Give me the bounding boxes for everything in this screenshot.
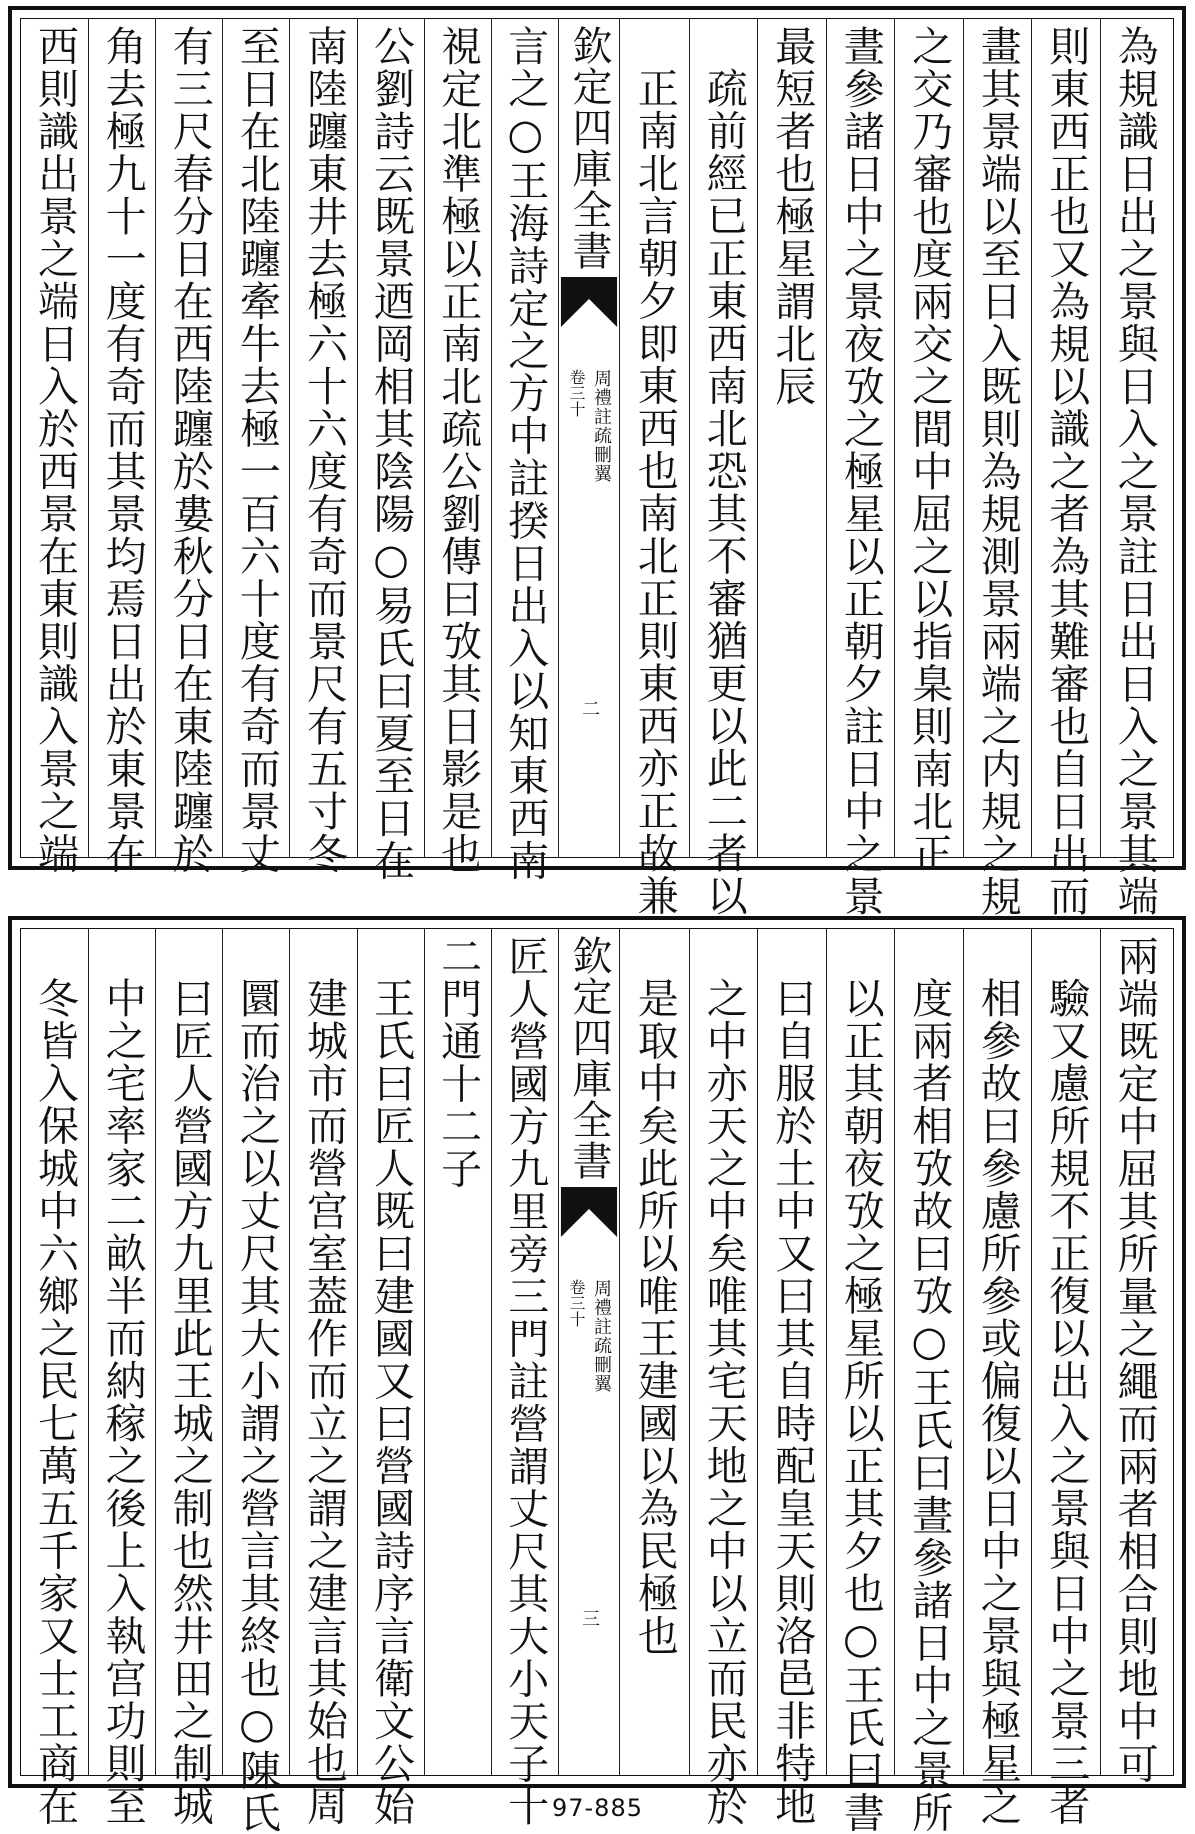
column-text: 度兩者相攷故曰攷○王氏曰晝參諸日中之景所 <box>905 977 954 1834</box>
text-column <box>963 19 1032 918</box>
column-text: 是取中矣此所以唯王建國以為民極也 <box>630 977 679 1657</box>
column-text: 兩端既定中屈其所量之繩而兩者相合則地中可 <box>1110 935 1159 1785</box>
column-text: 晝參諸日中之景夜攷之極星以正朝夕註日中之景 <box>836 25 885 918</box>
column-text: 曰自服於土中又曰其自時配皇天則洛邑非特地 <box>768 977 817 1827</box>
column-text: 公劉詩云既景迺岡相其陰陽○易氏曰夏至日在 <box>367 25 416 882</box>
lower-page-number: 三 <box>579 1609 600 1627</box>
lower-fish-tail-mark <box>559 1187 619 1237</box>
text-column <box>155 929 222 1827</box>
text-column <box>826 929 895 1834</box>
column-text: 言之○王海詩定之方中註揆日出入以知東西南 <box>501 25 550 882</box>
lower-subtitle: 周禮註疏刪翼 <box>591 1279 612 1393</box>
column-text: 畫其景端以至日入既則為規測景兩端之内規之規 <box>973 25 1022 918</box>
lower-center-column <box>558 929 620 1775</box>
text-column <box>963 929 1032 1827</box>
column-text: 西則識出景之端日入於西景在東則識入景之端 <box>31 25 80 875</box>
upper-center-column <box>558 19 620 857</box>
text-column <box>620 19 689 917</box>
text-column <box>1031 929 1100 1827</box>
column-text: 視定北準極以正南北疏公劉傳曰攷其日影是也 <box>434 25 483 875</box>
column-text: 之交乃審也度兩交之間中屈之以指臬則南北正 <box>905 25 954 875</box>
text-column <box>894 929 963 1834</box>
column-text: 驗又慮所規不正復以出入之景與日中之景三者 <box>1042 977 1091 1827</box>
upper-subtitle: 周禮註疏刪翼 <box>591 369 612 483</box>
text-column <box>826 19 895 918</box>
column-text: 二門通十二子 <box>434 935 483 1190</box>
text-column <box>1031 19 1100 918</box>
column-text: 至日在北陸躔牽牛去極一百六十度有奇而景丈 <box>232 25 281 875</box>
column-text: 匠人營國方九里旁三門註營謂丈尺其大小天子十 <box>501 935 550 1828</box>
text-column <box>1100 929 1169 1785</box>
upper-fish-tail-mark <box>559 277 619 327</box>
text-column <box>289 19 356 875</box>
column-text: 南陸躔東井去極六十六度有奇而景尺有五寸冬 <box>299 25 348 875</box>
text-column <box>289 929 356 1827</box>
text-column <box>222 19 289 875</box>
lower-volume: 卷三十 <box>567 1279 586 1327</box>
lower-book-title: 欽定四庫全書 <box>566 935 612 1181</box>
column-text: 中之宅率家二畝半而納稼之後上入執宫功則至 <box>98 977 147 1827</box>
upper-volume: 卷三十 <box>567 369 586 417</box>
text-column <box>689 929 758 1827</box>
text-column <box>894 19 963 875</box>
text-column <box>757 19 826 857</box>
column-text: 曰匠人營國方九里此王城之制也然井田之制城 <box>165 977 214 1827</box>
text-column <box>620 929 689 1775</box>
text-column <box>689 19 758 917</box>
text-column <box>88 19 155 875</box>
text-column <box>1100 19 1169 918</box>
upper-page <box>8 6 1186 918</box>
column-text: 王氏曰匠人既曰建國又曰營國詩序言衛文公始 <box>367 977 416 1827</box>
text-column <box>21 929 88 1827</box>
column-text: 有三尺春分日在西陸躔於婁秋分日在東陸躔於 <box>165 25 214 875</box>
column-text: 冬皆入保城中六鄉之民七萬五千家又士工商在 <box>31 977 80 1827</box>
column-text: 為規識日出之景與日入之景註日出日入之景其端 <box>1110 25 1159 918</box>
upper-book-title: 欽定四庫全書 <box>566 25 612 271</box>
column-text: 以正其朝夜攷之極星所以正其夕也○王氏曰書 <box>836 977 885 1834</box>
catalog-number: 97-885 <box>551 1794 643 1822</box>
upper-page-text-frame <box>20 18 1174 918</box>
text-column <box>222 929 289 1834</box>
text-column <box>357 929 424 1827</box>
column-text: 角去極九十一度有奇而其景均焉日出於東景在 <box>98 25 147 875</box>
text-column <box>21 19 88 875</box>
column-text: 建城市而營宫室葢作而立之謂之建言其始也周 <box>299 977 348 1827</box>
column-text: 相參故曰參慮所參或偏復以日中之景與極星之 <box>973 977 1022 1827</box>
text-column <box>491 19 558 882</box>
upper-page-number: 二 <box>579 699 600 717</box>
text-column <box>424 19 491 875</box>
text-column <box>155 19 222 875</box>
text-column <box>491 929 558 1828</box>
column-text: 最短者也極星謂北辰 <box>768 25 817 408</box>
column-text: 則東西正也又為規以識之者為其難審也自日出而 <box>1042 25 1091 918</box>
column-text: 正南北言朝夕即東西也南北正則東西亦正故兼 <box>630 67 679 917</box>
text-column <box>357 19 424 882</box>
column-text: 疏前經已正東西南北恐其不審猶更以此二者以 <box>699 67 748 917</box>
text-column <box>424 929 491 1775</box>
column-text: 之中亦天之中矣唯其宅天地之中以立而民亦於 <box>699 977 748 1827</box>
text-column <box>757 929 826 1827</box>
text-column <box>88 929 155 1827</box>
column-text: 圜而治之以丈尺其大小謂之營言其終也○陳氏 <box>232 977 281 1834</box>
